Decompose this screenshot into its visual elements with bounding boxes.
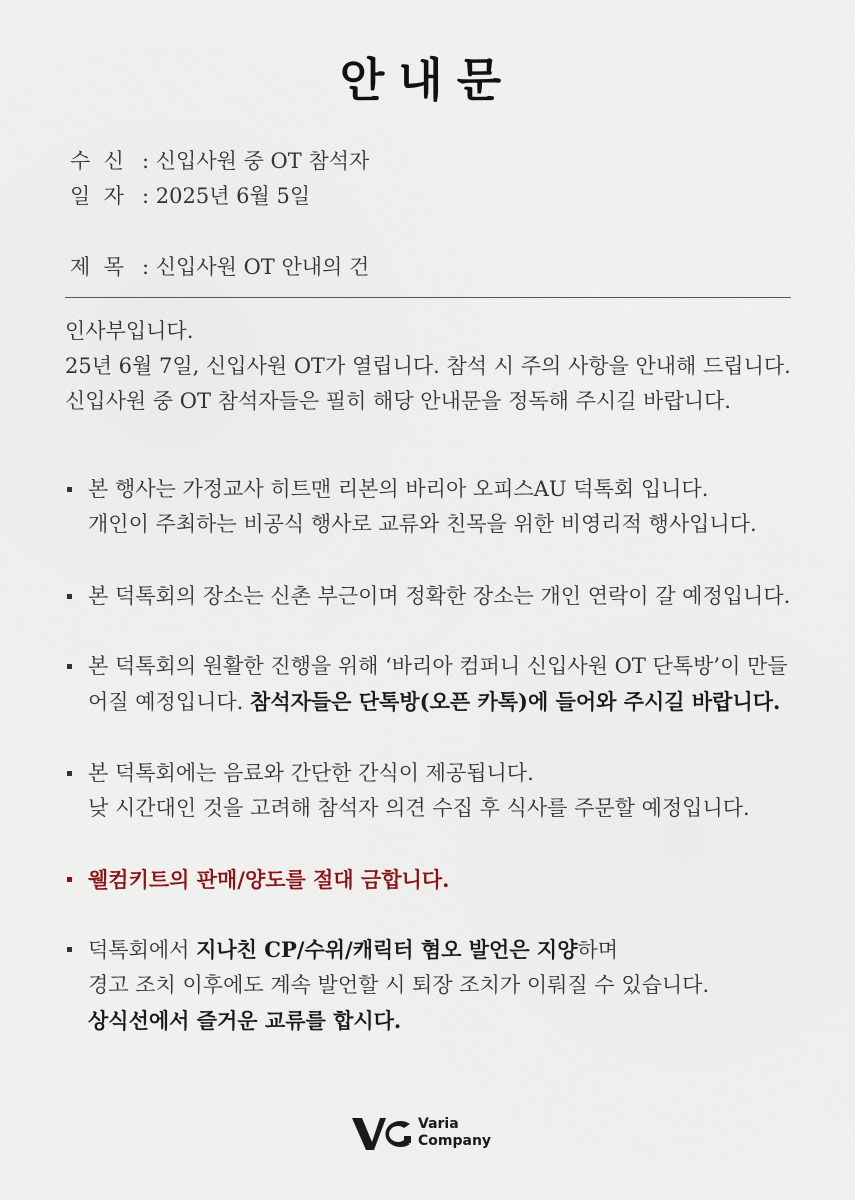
intro-line: 25년 6월 7일, 신입사원 OT가 열립니다. 참석 시 주의 사항을 안내해 드립니다.	[65, 354, 791, 378]
bullet-icon	[67, 947, 72, 952]
item-emphasis: 상식선에서 즐거운 교류를 합시다.	[88, 1008, 402, 1033]
date-value: 2025년 6월 5일	[155, 184, 311, 208]
item-text: 하며	[577, 938, 619, 962]
item-emphasis: 지나친 CP/수위/캐릭터 혐오 발언은 지양	[196, 937, 578, 962]
notice-item-welcome-kit-warning	[88, 862, 808, 897]
item-line: 개인이 주최하는 비공식 행사로 교류와 친목을 위한 비영리적 행사입니다.	[88, 512, 757, 536]
notice-item-refreshments	[88, 756, 808, 826]
item-line	[88, 932, 808, 968]
recipient-value: 신입사원 중 OT 참석자	[155, 149, 370, 173]
logo-line-varia: Varia	[418, 1116, 459, 1132]
item-emphasis: 참석자들은 단톡방(오픈 카톡)에 들어와 주시길 바랍니다.	[250, 689, 781, 714]
item-line: 낮 시간대인 것을 고려해 참석자 의견 수집 후 식사를 주문할 예정입니다.	[88, 796, 750, 820]
bullet-icon	[67, 487, 72, 492]
notice-item-conduct	[88, 932, 808, 1038]
intro-line: 인사부입니다.	[65, 319, 194, 343]
date-colon: :	[142, 184, 150, 208]
item-line: 본 덕톡회의 장소는 신촌 부근이며 정확한 장소는 개인 연락이 갈 예정입니다.	[88, 584, 791, 608]
date-label: 일 자	[70, 184, 124, 208]
recipient-label: 수 신	[70, 149, 124, 173]
header-divider	[65, 297, 791, 298]
subject-colon: :	[142, 255, 150, 279]
bullet-icon	[67, 594, 72, 599]
bullet-icon	[67, 664, 72, 669]
recipient-row	[70, 151, 369, 172]
item-text: 어질 예정입니다.	[88, 690, 251, 714]
item-line: 본 덕톡회의 원활한 진행을 위해 ‘바리아 컴퍼니 신입사원 OT 단톡방’이 만들	[88, 654, 788, 678]
item-line: 웰컴키트의 판매/양도를 절대 금합니다.	[88, 867, 450, 892]
logo-line-company: Company	[418, 1133, 492, 1149]
notice-item-location	[88, 579, 808, 614]
logo-wordmark	[418, 1116, 491, 1150]
intro-paragraph	[65, 314, 791, 419]
notice-item-group-chat	[88, 649, 808, 720]
notice-item-event-info	[88, 472, 808, 542]
intro-line: 신입사원 중 OT 참석자들은 필히 해당 안내문을 정독해 주시길 바랍니다.	[65, 389, 731, 413]
varia-company-logo	[352, 1112, 512, 1156]
vc-logo-icon	[352, 1112, 414, 1152]
subject-value: 신입사원 OT 안내의 건	[155, 255, 370, 279]
item-line: 본 덕톡회에는 음료와 간단한 간식이 제공됩니다.	[88, 761, 534, 785]
item-line: 본 행사는 가정교사 히트맨 리본의 바리아 오피스AU 덕톡회 입니다.	[88, 477, 709, 501]
item-line: 경고 조치 이후에도 계속 발언할 시 퇴장 조치가 이뤄질 수 있습니다.	[88, 973, 710, 997]
document-title: 안내문	[339, 53, 516, 107]
bullet-icon	[67, 877, 72, 882]
item-line	[88, 684, 808, 720]
subject-label: 제 목	[70, 255, 124, 279]
date-row	[70, 186, 310, 207]
recipient-colon: :	[142, 149, 150, 173]
item-text: 덕톡회에서	[88, 938, 197, 962]
bullet-icon	[67, 771, 72, 776]
subject-row	[70, 257, 369, 278]
